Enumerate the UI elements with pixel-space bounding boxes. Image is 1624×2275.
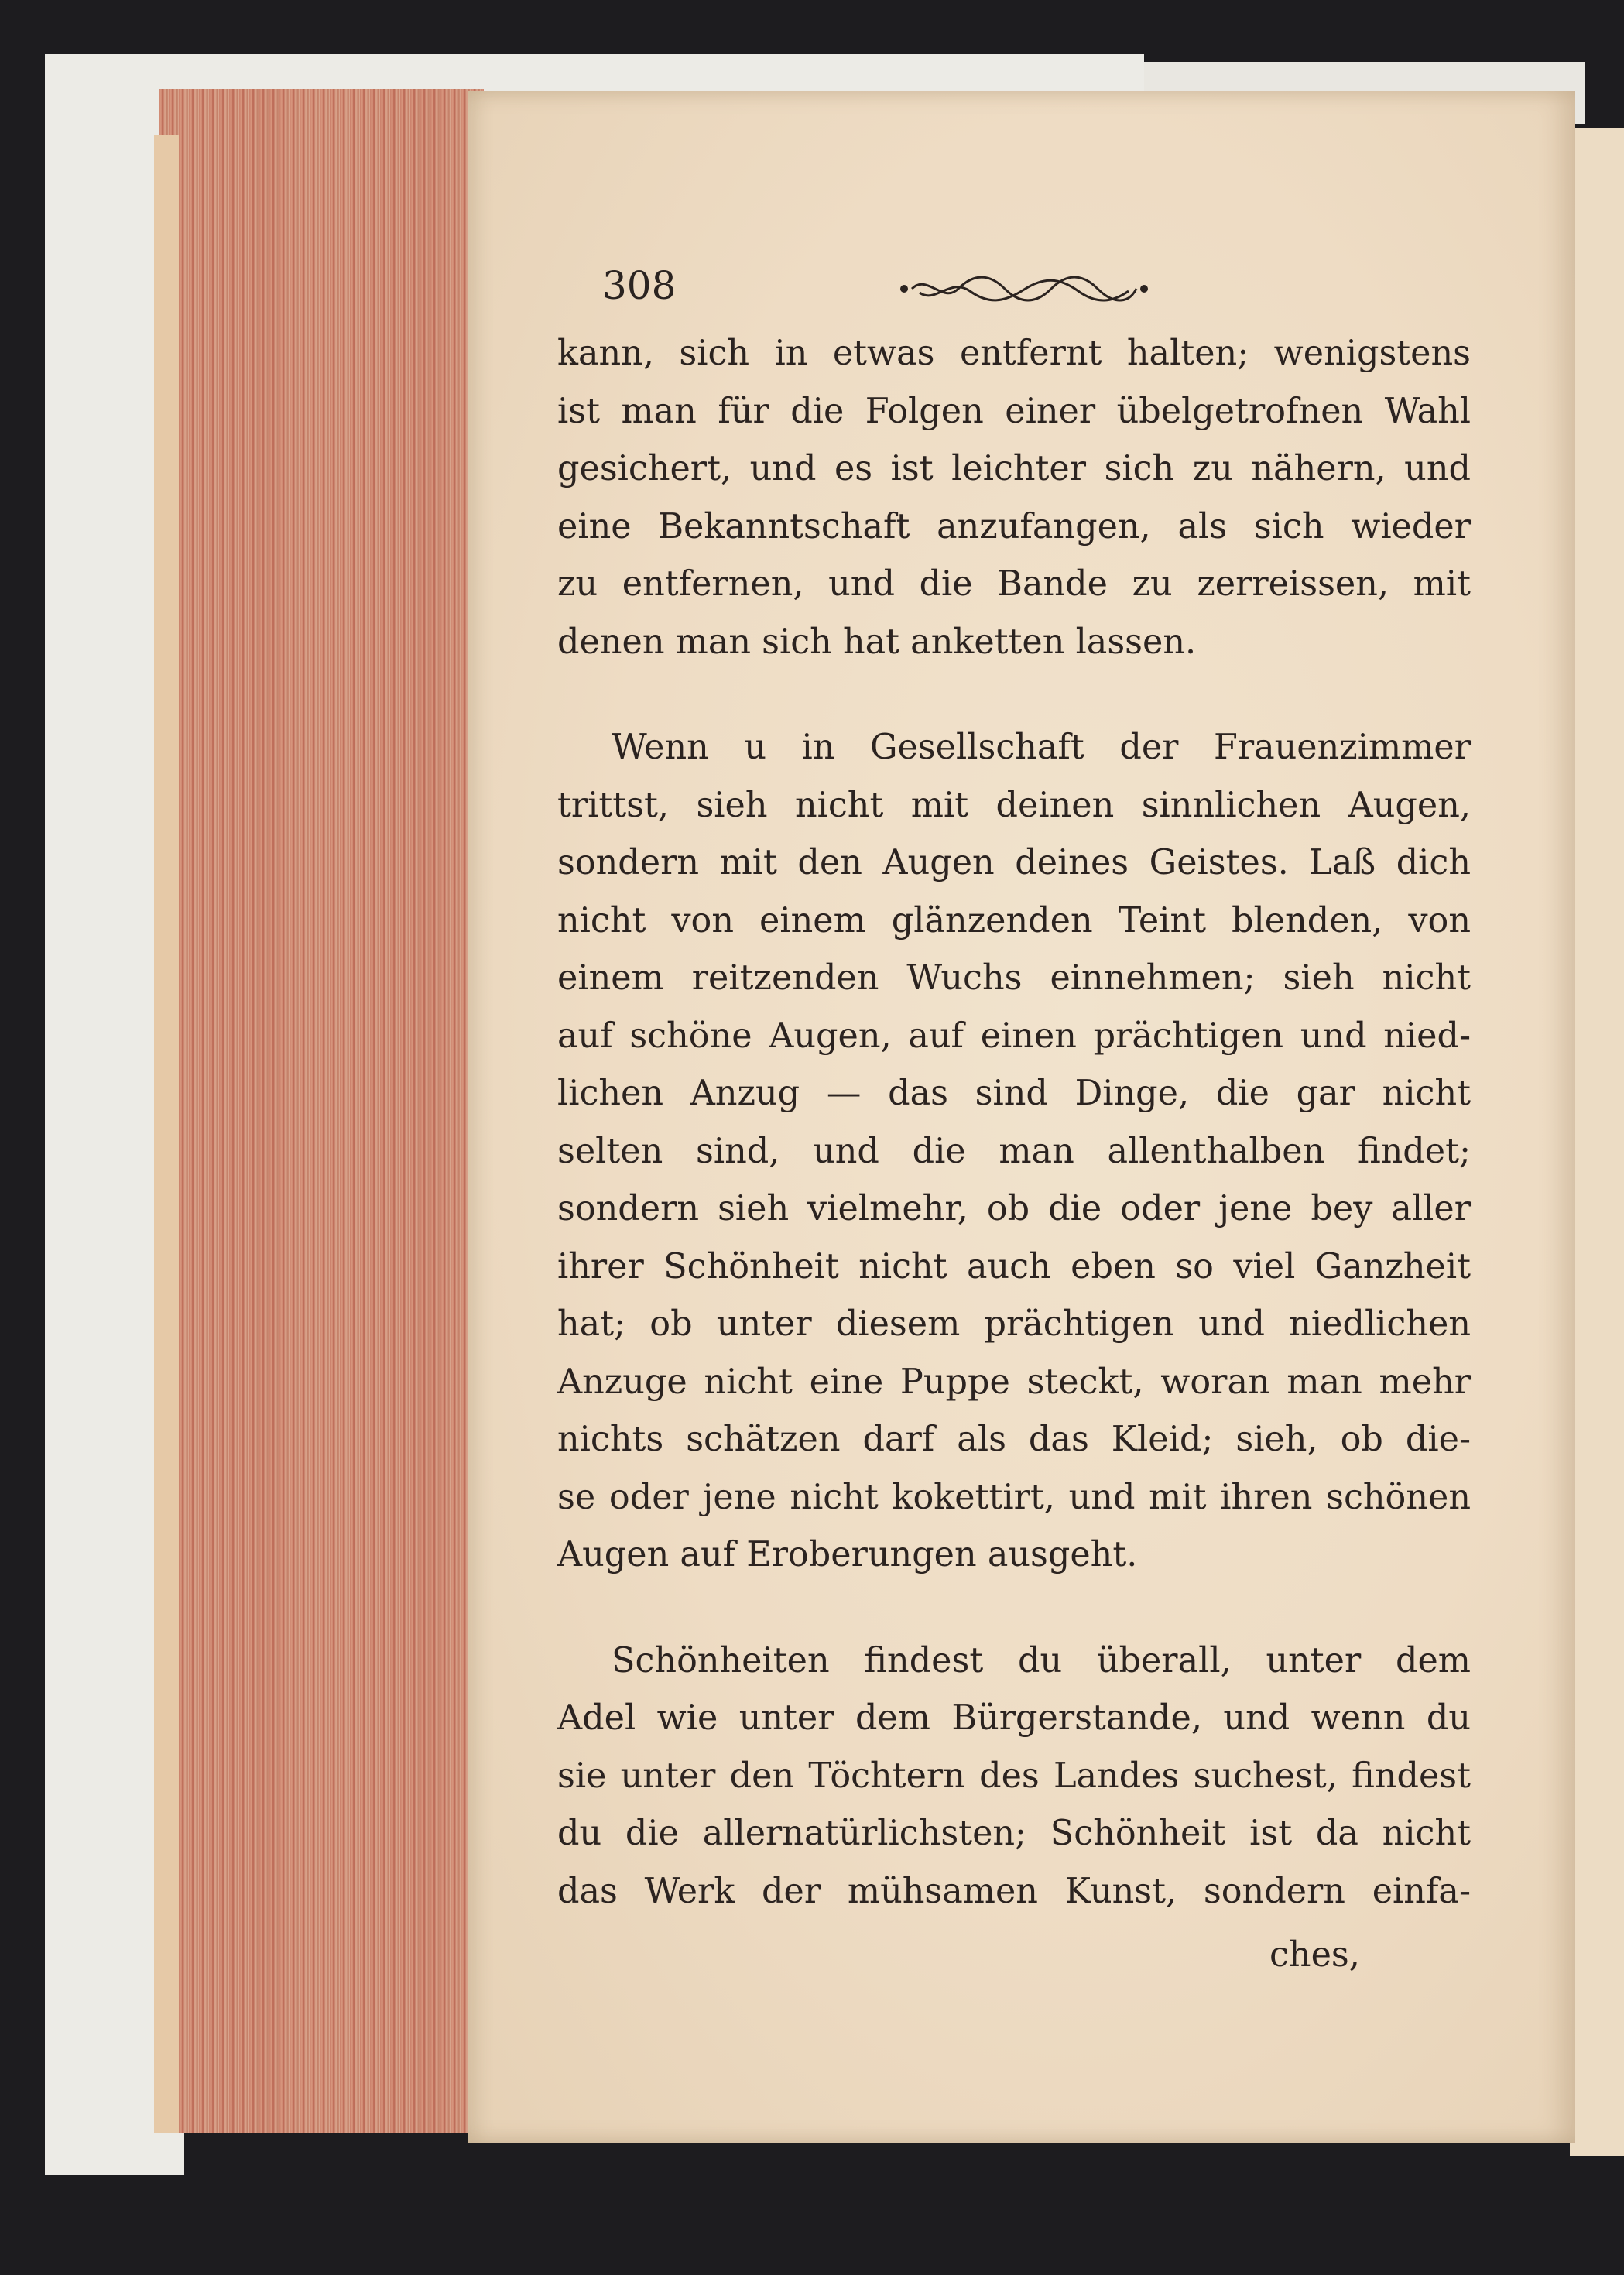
text-line: lichen Anzug — das sind Dinge, die gar nicht bbox=[557, 1074, 1471, 1113]
text-line: denen man sich hat anketten lassen. bbox=[557, 622, 1197, 662]
ornament-icon bbox=[896, 269, 1152, 308]
body-text bbox=[557, 325, 1471, 1920]
book-back-board bbox=[154, 135, 179, 2133]
page-header bbox=[602, 263, 1469, 325]
text-line: ihrer Schönheit nicht auch eben so viel Ganzheit bbox=[557, 1246, 1471, 1287]
text-line: zu entfernen, und die Bande zu zerreissen, mit bbox=[557, 564, 1471, 604]
text-line: gesichert, und es ist leichter sich zu nähern, und bbox=[557, 449, 1471, 488]
text-line: Wenn u in Gesellschaft der Frauenzimmer bbox=[612, 728, 1471, 767]
text-line: Adel wie unter dem Bürgerstande, und wenn du bbox=[557, 1698, 1471, 1738]
red-page-edges bbox=[159, 89, 484, 2133]
text-line: Augen auf Eroberungen ausgeht. bbox=[557, 1535, 1138, 1574]
text-line: kann, sich in etwas entfernt halten; wenigstens bbox=[557, 334, 1471, 373]
paragraph bbox=[557, 719, 1471, 1585]
text-line: nichts schätzen darf als das Kleid; sieh, ob die- bbox=[557, 1420, 1471, 1459]
text-line: se oder jene nicht kokettirt, und mit ihren schönen bbox=[557, 1477, 1471, 1517]
text-line: Schönheiten findest du überall, unter dem bbox=[612, 1640, 1471, 1681]
page-number: 308 bbox=[602, 263, 677, 308]
text-line: trittst, sieh nicht mit deinen sinnlichen Augen, bbox=[557, 785, 1471, 825]
text-line: du die allernatürlichsten; Schönheit ist da nicht bbox=[557, 1814, 1471, 1853]
text-line: sondern mit den Augen deines Geistes. Laß dich bbox=[557, 843, 1471, 882]
text-line: sondern sieh vielmehr, ob die oder jene bey aller bbox=[557, 1189, 1471, 1228]
text-line: selten sind, und die man allenthalben findet; bbox=[557, 1131, 1471, 1171]
facing-page-edge bbox=[1570, 128, 1624, 2156]
paragraph bbox=[557, 1633, 1471, 1921]
catchword: ches, bbox=[1269, 1935, 1360, 1975]
text-line: nicht von einem glänzenden Teint blenden, von bbox=[557, 900, 1471, 940]
text-line: auf schöne Augen, auf einen prächtigen und nied- bbox=[557, 1016, 1471, 1056]
text-line: einem reitzenden Wuchs einnehmen; sieh nicht bbox=[557, 958, 1471, 998]
text-line: eine Bekanntschaft anzufangen, als sich wieder bbox=[557, 506, 1471, 546]
text-line: ist man für die Folgen einer übelgetrofnen Wahl bbox=[557, 391, 1471, 431]
text-line: Anzuge nicht eine Puppe steckt, woran man mehr bbox=[557, 1362, 1471, 1402]
text-line: das Werk der mühsamen Kunst, sondern einfa- bbox=[557, 1871, 1471, 1911]
paragraph bbox=[557, 325, 1471, 671]
text-line: hat; ob unter diesem prächtigen und niedlichen bbox=[557, 1304, 1471, 1344]
text-line: sie unter den Töchtern des Landes suchest, findest bbox=[557, 1756, 1471, 1796]
